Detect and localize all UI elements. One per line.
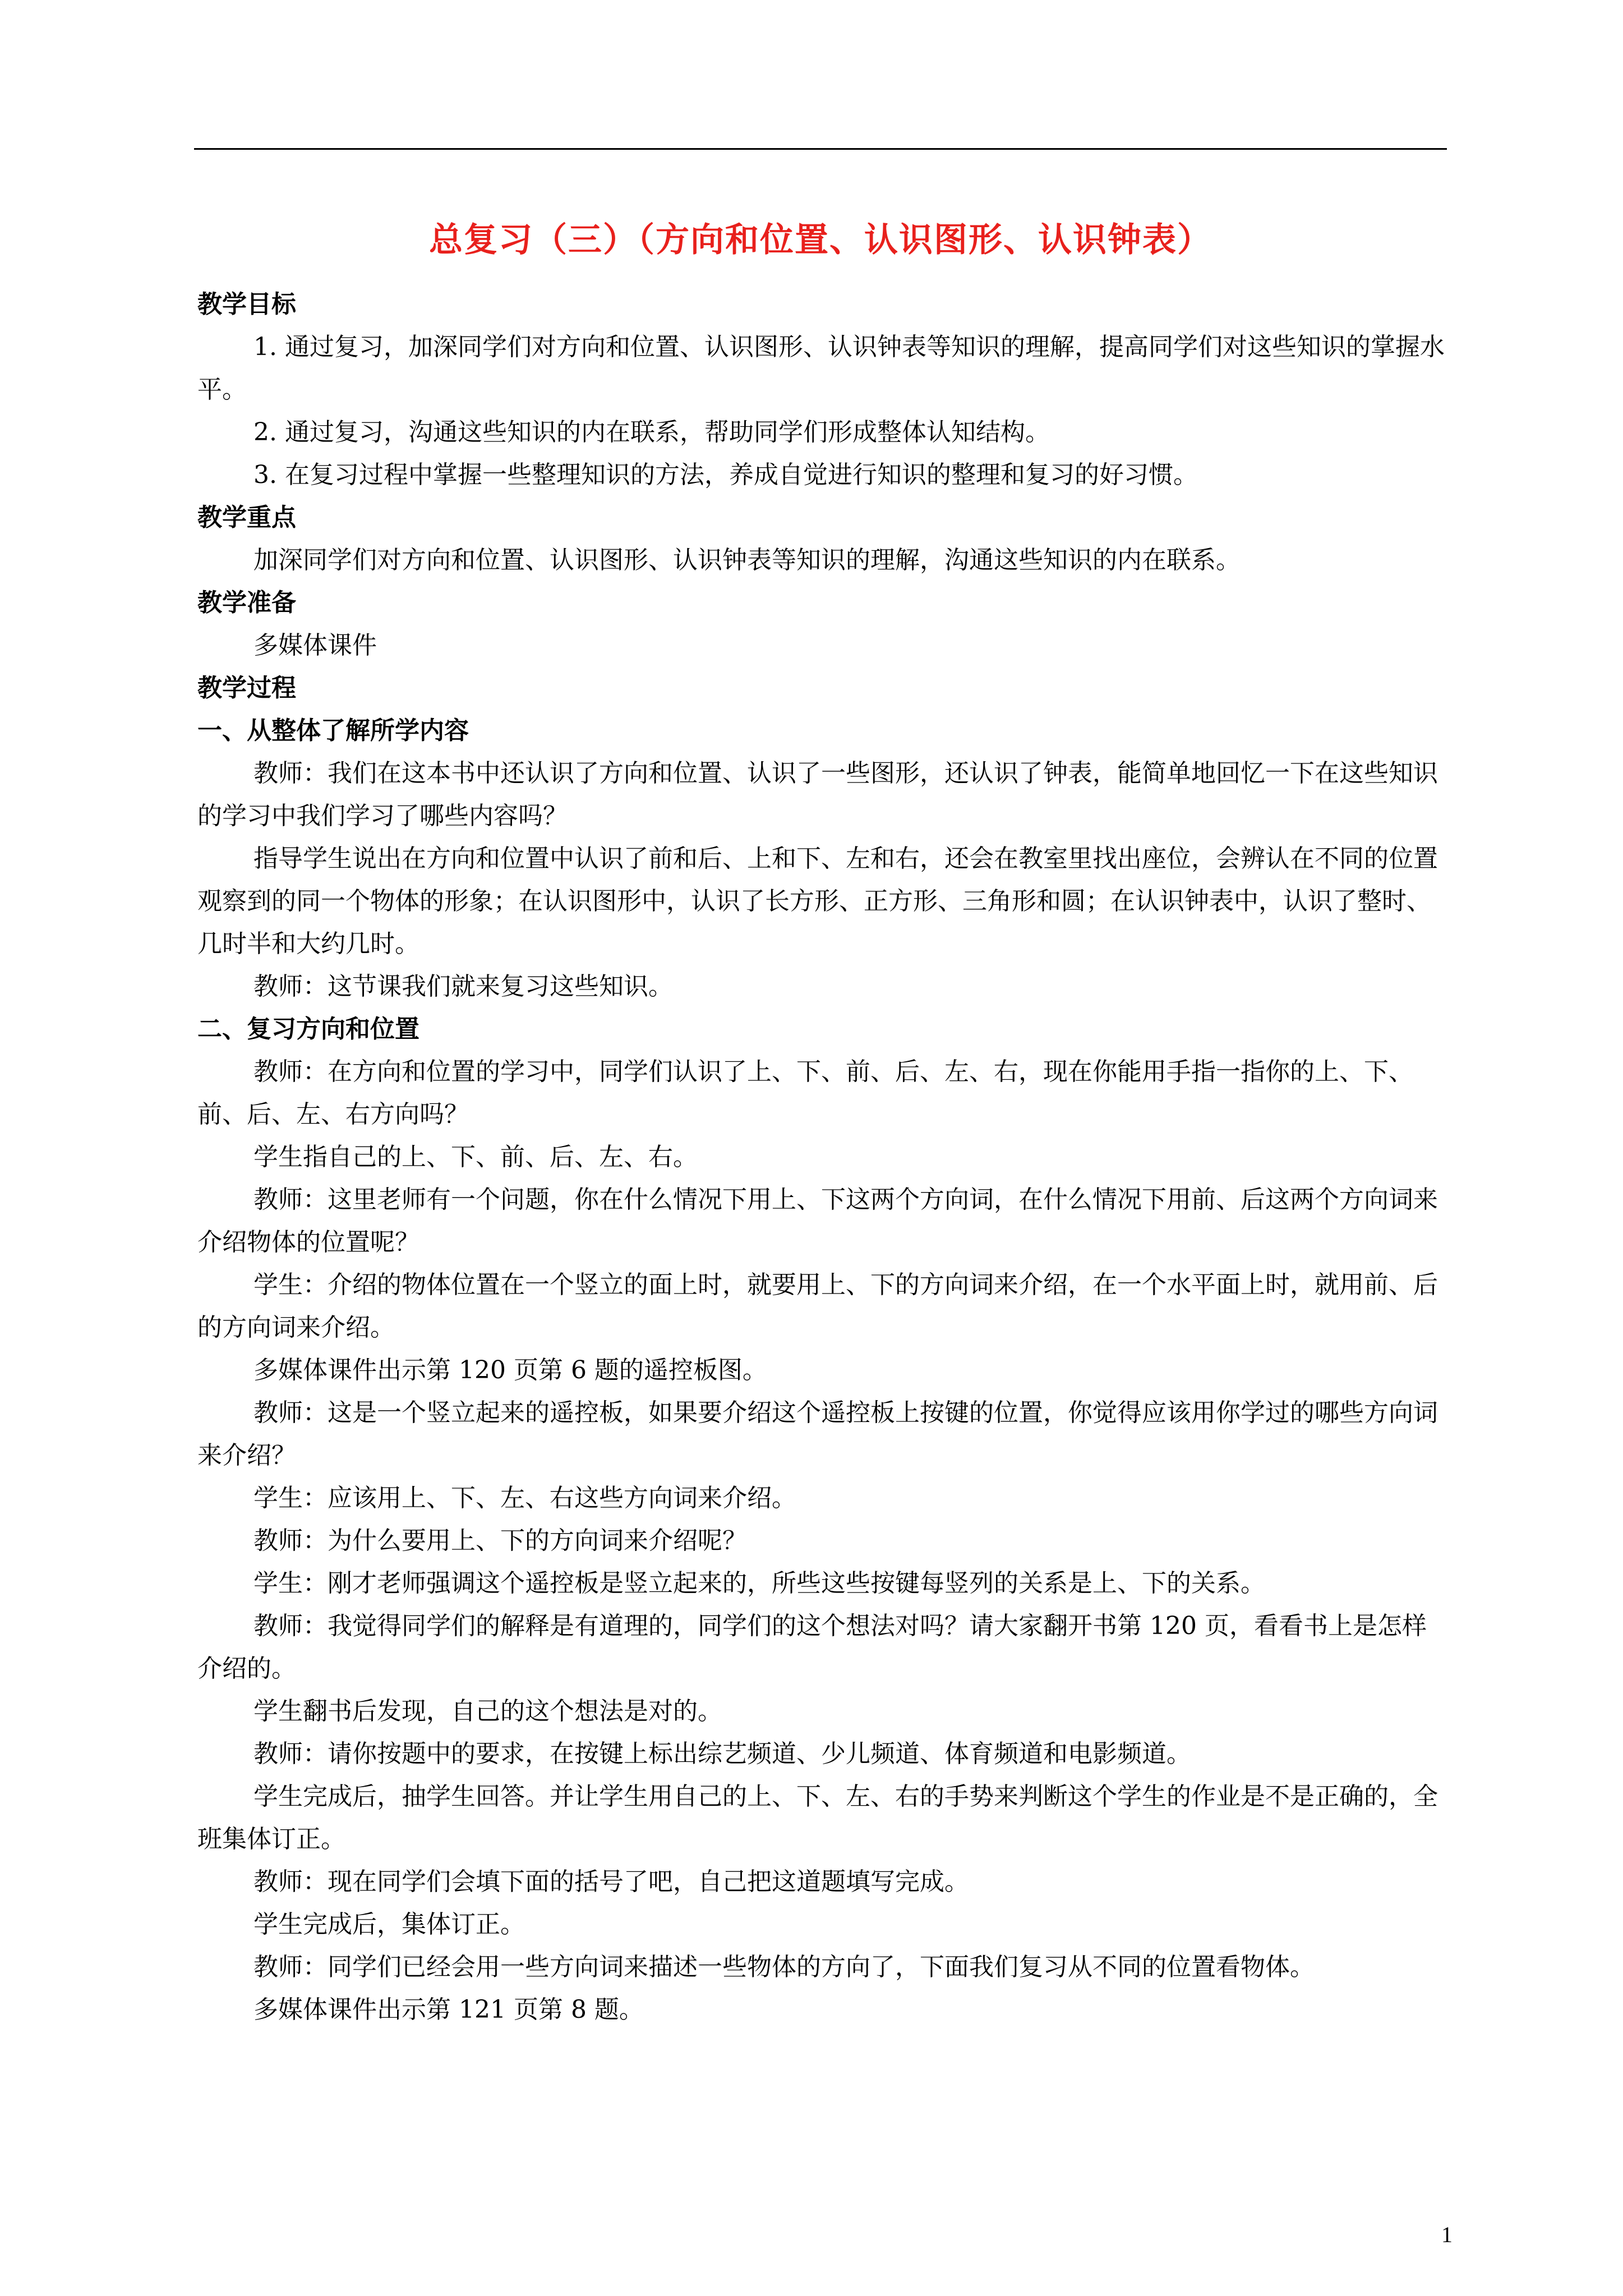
paragraph: 学生完成后，抽学生回答。并让学生用自己的上、下、左、右的手势来判断这个学生的作业是不是正确的，全班集体订正。 <box>197 1782 1438 1853</box>
paragraph: 多媒体课件出示第 120 页第 6 题的遥控板图。 <box>253 1356 767 1384</box>
paragraph: 学生：应该用上、下、左、右这些方向词来介绍。 <box>253 1484 796 1512</box>
paragraph: 多媒体课件 <box>253 631 377 660</box>
document-body <box>197 283 1445 2031</box>
section-heading: 教学过程 <box>197 674 296 702</box>
paragraph: 教师：同学们已经会用一些方向词来描述一些物体的方向了，下面我们复习从不同的位置看物体。 <box>253 1953 1315 1981</box>
paragraph: 教师：请你按题中的要求，在按键上标出综艺频道、少儿频道、体育频道和电影频道。 <box>253 1740 1191 1768</box>
paragraph: 指导学生说出在方向和位置中认识了前和后、上和下、左和右，还会在教室里找出座位，会辨认在不同的位置观察到的同一个物体的形象；在认识图形中，认识了长方形、正方形、三角形和圆；在认识钟表中，认识了整时、几时半和大约几时。 <box>197 844 1438 958</box>
paragraph: 学生指自己的上、下、前、后、左、右。 <box>253 1143 698 1171</box>
paragraph: 学生翻书后发现，自己的这个想法是对的。 <box>253 1697 722 1726</box>
paragraph: 教师：这是一个竖立起来的遥控板，如果要介绍这个遥控板上按键的位置，你觉得应该用你学过的哪些方向词来介绍？ <box>197 1398 1438 1470</box>
section-heading: 教学目标 <box>197 290 296 319</box>
section-heading: 教学重点 <box>197 503 296 532</box>
paragraph: 2. 通过复习，沟通这些知识的内在联系，帮助同学们形成整体认知结构。 <box>253 418 1050 447</box>
paragraph: 教师：现在同学们会填下面的括号了吧，自己把这道题填写完成。 <box>253 1867 969 1896</box>
page-title: 总复习（三）（方向和位置、认识图形、认识钟表） <box>429 220 1212 260</box>
paragraph: 教师：为什么要用上、下的方向词来介绍呢？ <box>253 1526 747 1555</box>
paragraph: 1. 通过复习，加深同学们对方向和位置、认识图形、认识钟表等知识的理解，提高同学们对这些知识的掌握水平。 <box>197 333 1445 404</box>
paragraph: 教师：这节课我们就来复习这些知识。 <box>253 972 673 1001</box>
header-rule <box>194 148 1447 150</box>
paragraph: 教师：这里老师有一个问题，你在什么情况下用上、下这两个方向词，在什么情况下用前、后这两个方向词来介绍物体的位置呢？ <box>197 1185 1438 1257</box>
paragraph: 学生：介绍的物体位置在一个竖立的面上时，就要用上、下的方向词来介绍，在一个水平面上时，就用前、后的方向词来介绍。 <box>197 1271 1438 1342</box>
paragraph: 教师：在方向和位置的学习中，同学们认识了上、下、前、后、左、右，现在你能用手指一指你的上、下、前、后、左、右方向吗？ <box>197 1057 1413 1129</box>
paragraph: 教师：我觉得同学们的解释是有道理的，同学们的这个想法对吗？请大家翻开书第 120 页，看看书上是怎样介绍的。 <box>197 1612 1427 1683</box>
paragraph: 学生：刚才老师强调这个遥控板是竖立起来的，所些这些按键每竖列的关系是上、下的关系。 <box>253 1569 1265 1598</box>
section-heading: 教学准备 <box>197 588 296 617</box>
page-number: 1 <box>1441 2222 1453 2247</box>
section-heading: 一、从整体了解所学内容 <box>197 716 469 745</box>
paragraph: 多媒体课件出示第 121 页第 8 题。 <box>253 1995 644 2024</box>
section-heading: 二、复习方向和位置 <box>197 1015 419 1043</box>
paragraph: 加深同学们对方向和位置、认识图形、认识钟表等知识的理解，沟通这些知识的内在联系。 <box>253 546 1241 574</box>
paragraph: 3. 在复习过程中掌握一些整理知识的方法，养成自觉进行知识的整理和复习的好习惯。 <box>253 461 1198 489</box>
paragraph: 学生完成后，集体订正。 <box>253 1910 525 1939</box>
paragraph: 教师：我们在这本书中还认识了方向和位置、认识了一些图形，还认识了钟表，能简单地回忆一下在这些知识的学习中我们学习了哪些内容吗？ <box>197 759 1438 830</box>
